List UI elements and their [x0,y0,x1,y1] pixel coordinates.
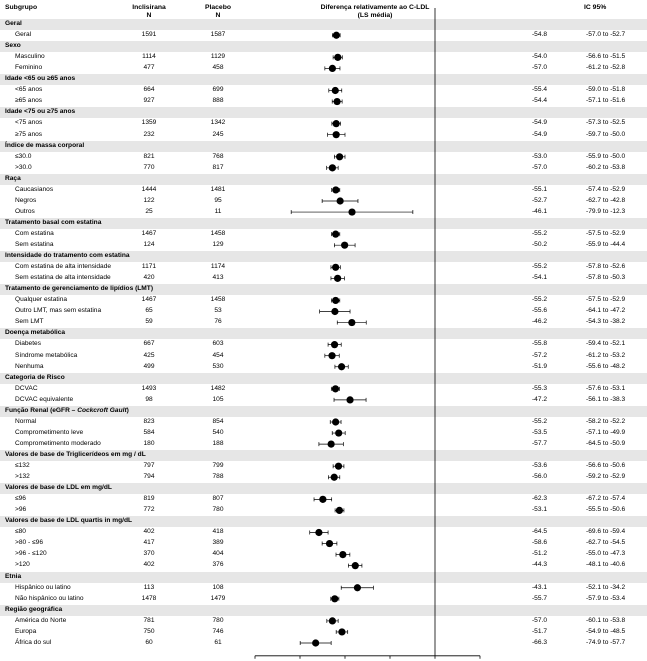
inclisiran-n: 1359 [141,119,157,127]
point-estimate [334,54,341,61]
row-label: DCVAC equivalente [15,395,74,403]
placebo-n: 1342 [210,119,226,127]
inclisiran-n: 59 [145,318,153,326]
estimate-value: -55.4 [531,86,547,94]
row-label: Normal [15,417,37,425]
ci-value: -60.2 to -53.8 [586,163,626,171]
inclisiran-n: 180 [143,439,155,447]
estimate-value: -55.1 [531,185,547,193]
row-label: Qualquer estatina [15,296,68,304]
inclisiran-n: 477 [143,64,155,72]
point-estimate [333,32,340,39]
row-label: Comprometimento leve [15,428,84,436]
estimate-value: -64.5 [531,528,547,536]
inclisiran-n: 1171 [141,263,157,271]
group-title-text: Função Renal (eGFR – [5,406,78,414]
point-estimate [328,441,335,448]
placebo-n: 1174 [210,263,226,271]
estimate-value: -57.0 [531,163,547,171]
group-title-text: Região geográfica [5,605,63,613]
point-estimate [338,628,345,635]
estimate-value: -54.8 [531,31,547,39]
ci-value: -55.6 to -48.2 [586,362,626,370]
inclisiran-n: 122 [143,196,155,204]
header-placebo-name: Placebo [204,4,232,11]
row-label: Europa [15,627,37,635]
group-title-text: Índice de massa corporal [5,141,85,149]
ci-value: -61.2 to -53.2 [586,351,626,359]
inclisiran-n: 1493 [141,384,157,392]
ci-value: -48.1 to -40.6 [586,561,626,569]
placebo-n: 603 [212,340,224,348]
ci-value: -54.9 to -48.5 [586,627,626,635]
row-label: >132 [15,473,30,481]
inclisiran-n: 772 [143,506,155,514]
point-estimate [315,529,322,536]
estimate-value: -53.6 [531,462,547,469]
row-label: >96 [15,506,27,514]
estimate-value: -51.7 [531,627,547,635]
estimate-value: -55.7 [531,594,547,602]
row-label: Outro LMT, mas sem estatina [15,307,102,315]
placebo-n: 105 [212,395,224,403]
point-estimate [335,429,342,436]
ci-value: -56.6 to -51.5 [586,53,626,61]
ci-value: -57.9 to -53.4 [586,594,626,602]
header-subgroup: Subgrupo [5,4,38,11]
inclisiran-n: 1478 [141,594,157,602]
row-label: Hispânico ou latino [15,583,71,591]
point-estimate [331,595,338,602]
placebo-n: 245 [212,130,224,138]
ci-value: -58.2 to -52.2 [586,417,626,425]
placebo-n: 530 [212,362,224,370]
estimate-value: -43.1 [531,583,547,591]
row-label: Outros [15,207,35,215]
inclisiran-n: 425 [143,351,155,359]
placebo-n: 780 [212,616,224,624]
placebo-n: 458 [212,64,224,72]
inclisiran-n: 402 [143,528,155,536]
placebo-n: 699 [212,86,224,94]
row-label: Com estatina [15,229,54,237]
point-estimate [329,617,336,624]
inclisiran-n: 794 [143,473,155,481]
estimate-value: -57.0 [531,616,547,624]
estimate-value: -53.0 [531,152,547,160]
estimate-value: -55.8 [531,340,547,348]
point-estimate [328,352,335,359]
placebo-n: 53 [214,307,222,315]
inclisiran-n: 1467 [141,296,157,304]
row-label: DCVAC [15,384,38,392]
placebo-n: 854 [212,417,224,425]
placebo-n: 780 [212,506,224,514]
group-title-text: Sexo [5,42,21,50]
inclisiran-n: 417 [143,539,155,547]
ci-value: -59.7 to -50.0 [586,130,626,138]
point-estimate [331,341,338,348]
estimate-value: -55.2 [531,417,547,425]
ci-value: -55.9 to -50.0 [586,152,626,160]
inclisiran-n: 60 [145,638,153,646]
row-label: ≤96 [15,495,26,503]
placebo-n: 746 [212,627,224,635]
placebo-n: 76 [214,318,222,326]
placebo-n: 1479 [210,594,226,602]
placebo-n: 413 [212,274,224,282]
row-label: Não hispânico ou latino [15,594,84,602]
group-title-text: Intensidade do tratamento com estatina [5,252,130,260]
row-label: Diabetes [15,340,42,348]
inclisiran-n: 98 [145,395,153,403]
group-title-text: Valores de base de LDL quartis in mg/dL [5,517,133,525]
ci-value: -55.0 to -47.3 [586,550,626,558]
ci-value: -64.5 to -50.9 [586,439,626,447]
estimate-value: -54.4 [531,97,547,105]
ci-value: -64.1 to -47.2 [586,307,626,315]
point-estimate [338,363,345,370]
estimate-value: -58.6 [531,539,547,547]
header-placebo-n: N [215,12,221,19]
ci-value: -57.1 to -49.9 [586,428,626,436]
row-label: Masculino [15,53,45,61]
inclisiran-n: 1467 [141,229,157,237]
row-label: América do Norte [15,616,67,624]
row-label: ≥65 anos [15,97,43,105]
placebo-n: 11 [214,207,222,215]
placebo-n: 768 [212,152,224,160]
placebo-n: 61 [214,638,222,646]
row-label: Feminino [15,64,43,72]
inclisiran-n: 1114 [142,53,156,61]
inclisiran-n: 667 [143,340,155,348]
estimate-value: -55.3 [531,384,547,392]
placebo-n: 95 [214,196,222,204]
placebo-n: 540 [212,428,224,436]
ci-value: -56.1 to -38.3 [586,395,626,403]
estimate-value: -55.6 [531,307,547,315]
group-title-text: Geral [5,20,22,27]
ci-value: -56.6 to -50.6 [586,462,626,469]
inclisiran-n: 232 [143,130,155,138]
ci-value: -57.0 to -52.7 [586,31,626,39]
row-label: ≤30.0 [15,152,32,160]
inclisiran-n: 65 [145,307,153,315]
point-estimate [339,551,346,558]
header-effect-subtitle: (LS média) [357,12,393,19]
point-estimate [332,231,339,238]
ci-value: -62.7 to -42.8 [586,196,626,204]
row-label: <75 anos [15,119,43,127]
inclisiran-n: 797 [143,462,155,469]
point-estimate [312,639,319,646]
placebo-n: 404 [212,550,224,558]
placebo-n: 389 [212,539,224,547]
header-inclisiran-name: Inclisirana [132,4,166,11]
header-effect-title: Diferença relativamente ao C-LDL [320,4,430,11]
placebo-n: 108 [212,583,224,591]
point-estimate [329,65,336,72]
group-title-emphasis: Cockcroft Gault [77,406,127,414]
inclisiran-n: 1444 [141,185,157,193]
inclisiran-n: 499 [143,362,155,370]
ci-value: -57.5 to -52.9 [586,229,626,237]
placebo-n: 817 [212,163,224,171]
estimate-value: -57.2 [531,351,547,359]
estimate-value: -47.2 [531,395,547,403]
ci-value: -52.1 to -34.2 [586,583,626,591]
inclisiran-n: 370 [143,550,155,558]
group-title-text: Doença metabólica [5,329,66,337]
estimate-value: -54.9 [531,119,547,127]
row-label: >120 [15,561,30,569]
point-estimate [332,264,339,271]
point-estimate [332,87,339,94]
placebo-n: 888 [212,97,224,105]
point-estimate [326,540,333,547]
estimate-value: -52.7 [531,196,547,204]
group-title-text: Tratamento basal com estatina [5,218,102,226]
row-label: Sem estatina de alta intensidade [15,274,111,282]
inclisiran-n: 750 [143,627,155,635]
point-estimate [333,120,340,127]
ci-value: -57.8 to -52.6 [586,263,626,271]
group-title-text: Etnia [5,572,22,580]
point-estimate [333,98,340,105]
estimate-value: -50.2 [531,241,547,248]
point-estimate [335,463,342,470]
estimate-value: -51.9 [531,362,547,370]
row-label: Negros [15,196,37,204]
row-label: >80 - ≤96 [15,539,43,547]
point-estimate [352,562,359,569]
estimate-value: -57.7 [531,439,547,447]
row-label: ≤80 [15,528,26,536]
point-estimate [334,275,341,282]
point-estimate [333,131,340,138]
group-title-text: Valores de base de LDL em mg/dL [5,484,112,492]
placebo-n: 1482 [210,384,226,392]
placebo-n: 1587 [210,31,226,39]
ci-value: -67.2 to -57.4 [586,495,626,503]
ci-value: -55.5 to -50.6 [586,506,626,514]
ci-value: -55.9 to -44.4 [586,241,626,248]
ci-value: -59.0 to -51.8 [586,86,626,94]
ci-value: -57.1 to -51.6 [586,97,626,105]
point-estimate [348,208,355,215]
inclisiran-n: 420 [143,274,155,282]
placebo-n: 807 [212,495,224,503]
estimate-value: -44.3 [531,561,547,569]
point-estimate [354,584,361,591]
point-estimate [331,308,338,315]
row-label: Sem LMT [15,318,44,326]
row-label: Comprometimento moderado [15,439,101,447]
ci-value: -57.5 to -52.9 [586,296,626,304]
inclisiran-n: 819 [143,495,155,503]
placebo-n: 376 [212,561,224,569]
inclisiran-n: 823 [143,417,155,425]
point-estimate [336,507,343,514]
point-estimate [332,297,339,304]
row-label: Com estatina de alta intensidade [15,263,112,271]
estimate-value: -55.2 [531,263,547,271]
estimate-value: -54.1 [531,274,547,282]
inclisiran-n: 781 [143,616,155,624]
group-title-text: Raça [5,174,21,182]
ci-value: -54.3 to -38.2 [586,318,626,326]
placebo-n: 1129 [210,53,226,61]
ci-value: -60.1 to -53.8 [586,616,626,624]
point-estimate [348,319,355,326]
ci-value: -74.9 to -57.7 [586,638,626,646]
inclisiran-n: 927 [143,97,155,105]
row-label: Sem estatina [15,241,54,248]
point-estimate [346,396,353,403]
inclisiran-n: 124 [143,241,155,248]
row-label: Nenhuma [15,362,44,370]
header-inclisiran-n: N [146,12,152,19]
ci-value: -79.9 to -12.3 [586,207,626,215]
point-estimate [332,418,339,425]
estimate-value: -56.0 [531,473,547,481]
group-title-text: Idade <75 ou ≥75 anos [5,108,76,116]
group-title-text: Tratamento de gerenciamento de lipídios (LMT) [5,285,154,293]
estimate-value: -46.1 [531,207,547,215]
ci-value: -57.4 to -52.9 [586,185,626,193]
row-label: ≤132 [15,462,30,469]
point-estimate [332,186,339,193]
group-title-text: Idade <65 ou ≥65 anos [5,75,76,83]
placebo-n: 418 [212,528,224,536]
point-estimate [336,153,343,160]
estimate-value: -57.0 [531,64,547,72]
inclisiran-n: 402 [143,561,155,569]
inclisiran-n: 1591 [141,31,157,39]
ci-value: -57.3 to -52.5 [586,119,626,127]
ci-value: -57.8 to -50.3 [586,274,626,282]
estimate-value: -54.0 [531,53,547,61]
inclisiran-n: 25 [145,207,153,215]
row-label: Síndrome metabólica [15,351,78,359]
placebo-n: 188 [212,439,224,447]
placebo-n: 799 [212,462,224,469]
ci-value: -59.4 to -52.1 [586,340,626,348]
row-label: >30.0 [15,163,32,171]
group-title-end: ) [126,406,129,414]
ci-value: -69.6 to -59.4 [586,528,626,536]
row-label: ≥75 anos [15,130,43,138]
inclisiran-n: 113 [143,583,155,591]
placebo-n: 1458 [210,296,226,304]
estimate-value: -66.3 [531,638,547,646]
ci-value: -57.6 to -53.1 [586,384,626,392]
header-ci: IC 95% [584,4,607,11]
placebo-n: 129 [212,241,224,248]
ci-value: -59.2 to -52.9 [586,473,626,481]
point-estimate [319,496,326,503]
estimate-value: -46.2 [531,318,547,326]
point-estimate [329,164,336,171]
inclisiran-n: 584 [143,428,155,436]
row-label: >96 - ≤120 [15,550,47,558]
estimate-value: -55.2 [531,229,547,237]
placebo-n: 1481 [210,185,226,193]
group-title-text: Valores de base de Triglicerídeos em mg / dL [5,450,146,458]
group-title-text: Categoria de Risco [5,373,65,381]
estimate-value: -62.3 [531,495,547,503]
placebo-n: 1458 [210,229,226,237]
estimate-value: -54.9 [531,130,547,138]
row-label: Caucasianos [15,185,54,193]
row-label: Geral [15,31,32,39]
ci-value: -62.7 to -54.5 [586,539,626,547]
estimate-value: -53.1 [531,506,547,514]
estimate-value: -53.5 [531,428,547,436]
inclisiran-n: 821 [143,152,155,160]
point-estimate [341,242,348,249]
row-label: <65 anos [15,86,43,94]
row-label: África do sul [15,638,52,646]
ci-value: -61.2 to -52.8 [586,64,626,72]
estimate-value: -55.2 [531,296,547,304]
point-estimate [337,197,344,204]
estimate-value: -51.2 [531,550,547,558]
inclisiran-n: 664 [143,86,155,94]
inclisiran-n: 770 [143,163,155,171]
point-estimate [331,474,338,481]
point-estimate [332,385,339,392]
placebo-n: 454 [212,351,224,359]
placebo-n: 788 [212,473,224,481]
